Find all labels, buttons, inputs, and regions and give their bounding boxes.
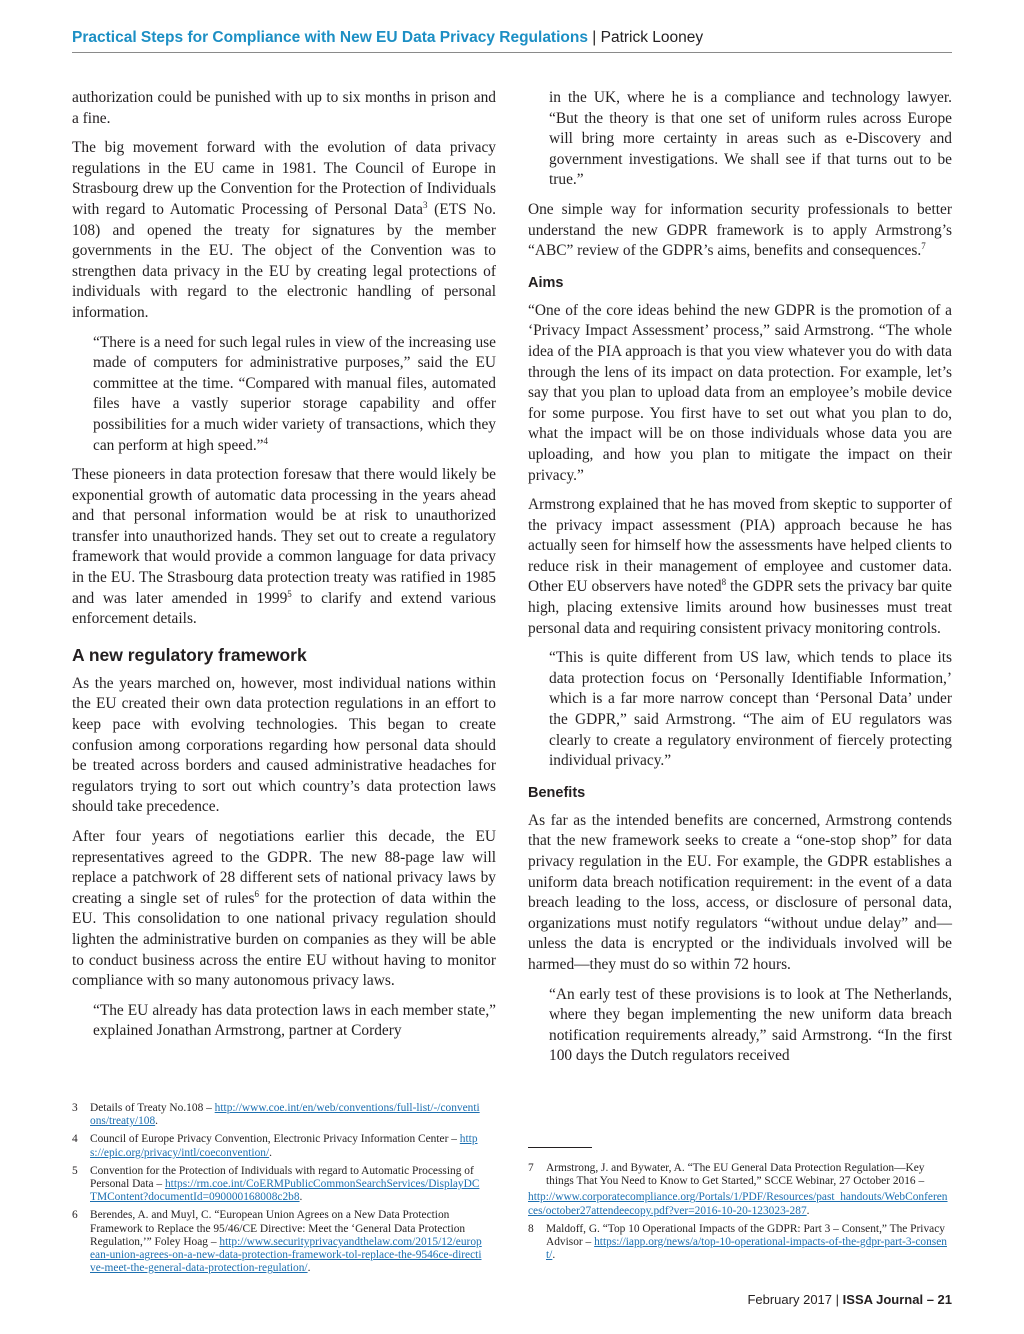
footnote: 4 Council of Europe Privacy Convention, Electronic Privacy Information Center – https://epic.org/privacy/intl/coeconvention/. xyxy=(72,1133,478,1159)
page-footer xyxy=(747,1292,952,1307)
footnote: 7 Armstrong, J. and Bywater, A. “The EU General Data Protection Regulation—Key things That You Need to Know to Get Started,” SCCE Webinar, 27 October 2016 – xyxy=(528,1162,925,1188)
paragraph: Armstrong explained that he has moved from skeptic to supporter of the privacy impact assessment (PIA) approach because he has actually seen for himself how the assessments have helped clients to reduce risk in their management of employee and customer data. Other EU observers have noted$^8$ the GDPR sets the privacy bar quite high, placing extensive limits around how businesses must treat personal data and requiring consistent privacy monitoring controls. xyxy=(528,496,952,637)
footnote-ref[interactable]: 3 xyxy=(423,199,428,210)
paragraph: “One of the core ideas behind the new GDPR is the promotion of a ‘Privacy Impact Assessment’ process,” said Armstrong. “The whole idea of the PIA approach is that you view whatever you do with data through the lens of its impact on data protection. For example, let’s say that you plan to upload data from an employee’s mobile device for some purpose. You first have to set out what you plan to do, what the impact will be on those individuals whose data you are uploading, and how you plan to mitigate the impact on their privacy.” xyxy=(528,301,952,484)
section-heading: A new regulatory framework xyxy=(72,644,307,665)
footnote-ref[interactable]: 5 xyxy=(287,588,292,599)
journal-page: ISSA Journal – 21 xyxy=(842,1292,952,1307)
issue-date: February 2017 xyxy=(747,1292,833,1307)
footnote-link[interactable]: http://www.securityprivacyandthelaw.com/2015/12/european-union-agrees-on-a-new-data-protection-framework-tol-replace-the-9546ce-directive-meet-the-general-data-protection-regulation/ xyxy=(90,1235,482,1275)
block-quote: “This is quite different from US law, which tends to place its data protection focus on ‘Personally Identifiable Information,’ which is a far more narrow concept than ‘Personal Data’ under the GDPR,” said Armstrong. “The aim of EU regulators was clearly to create a regulatory environment of fiercely protecting individual privacy.” xyxy=(549,649,952,770)
footnote-rule xyxy=(528,1147,592,1148)
footnote-ref[interactable]: 4 xyxy=(263,435,269,446)
footnote-link[interactable]: https://epic.org/privacy/intl/coeconvention/ xyxy=(90,1133,478,1159)
subsection-heading: Aims xyxy=(528,274,564,291)
footnote-ref[interactable]: 6 xyxy=(254,888,259,899)
block-quote: in the UK, where he is a compliance and technology lawyer. “But the theory is that one set of uniform rules across Europe will bring more certainty in areas such as e-Discovery and government investigations. We shall see if that turns out to be true.” xyxy=(549,89,952,189)
left-column xyxy=(72,88,496,1051)
paragraph: As the years marched on, however, most individual nations within the EU created their own data protection regulations in an effort to keep pace with evolving technologies. This began to create confusion among corporations regarding how personal data should be treated across borders and caused administrative headaches for regulators trying to sort out which country’s data protection laws should take precedence. xyxy=(72,674,496,816)
right-column xyxy=(528,88,952,1076)
footer-separator: | xyxy=(835,1292,840,1307)
block-quote: “The EU already has data protection laws in each member state,” explained Jonathan Armstrong, partner at Cordery xyxy=(93,1001,496,1040)
footnote-link[interactable]: http://www.corporatecompliance.org/Portals/1/PDF/Resources/past_handouts/WebConferences/october27attendeecopy.pdf?ver=2016-10-20-123023-287 xyxy=(528,1191,948,1217)
running-header xyxy=(72,28,952,48)
article-author: Patrick Looney xyxy=(600,29,704,46)
footnote-ref[interactable]: 7 xyxy=(921,241,926,252)
header-separator: | xyxy=(592,29,597,46)
paragraph: The big movement forward with the evolution of data privacy regulations in the EU came in 1981. The Council of Europe in Strasbourg drew up the Convention for the Protection of Individuals with regard to Automatic Processing of Personal Data$^3$ (ETS No. 108) and opened the treaty for signatures by the member governments in the EU. The object of the Convention was to strengthen data privacy in the EU by creating legal protections of individuals with regard to the electronic handling of personal information. xyxy=(72,139,496,321)
article-title: Practical Steps for Compliance with New EU Data Privacy Regulations xyxy=(72,29,588,46)
paragraph: After four years of negotiations earlier this decade, the EU representatives agreed to the GDPR. The new 88-page law will replace a patchwork of 28 different sets of national privacy laws by creating a single set of rules$^6$ for the protection of data within the EU. This consolidation to one national privacy regulation should lighten the administrative burden on companies as they will be able to conduct business across the entire EU without having to monitor compliance with so many autonomous privacy laws. xyxy=(72,828,496,990)
footnotes-left xyxy=(72,1102,482,1280)
footnote-link[interactable]: https://rm.coe.int/CoERMPublicCommonSearchServices/DisplayDCTMContent?documentId=090000168008c2b8 xyxy=(90,1178,480,1204)
header-rule xyxy=(72,52,952,53)
paragraph: These pioneers in data protection foresaw that there would likely be exponential growth of automatic data processing in the years ahead and that personal information would be at risk to unauthorized transfer into unauthorized hands. They set out to create a regulatory framework that would provide a common language for data privacy in the EU. The Strasbourg data protection treaty was ratified in 1985 and was later amended in 1999$^5$ to clarify and extend various enforcement details. xyxy=(72,466,496,628)
paragraph: One simple way for information security professionals to better understand the new GDPR framework is to apply Armstrong’s “ABC” review of the GDPR’s aims, benefits and consequences.$^7$ xyxy=(528,200,952,260)
footnote: 6 Berendes, A. and Muyl, C. “European Union Agrees on a New Data Protection Framework to Replace the 95/46/CE Directive: Meet the ‘General Data Protection Regulation,’” Foley Hoag – http://www.securityprivacyandthelaw.com/2015/12/european-union-agrees-on-a-new-data-protection-framework-tol-replace-the-9546ce-directive-meet-the-general-data-protection-regulation/. xyxy=(72,1209,482,1275)
paragraph: As far as the intended benefits are concerned, Armstrong contends that the new framework seeks to create a “one-stop shop” for data privacy regulation in the EU. For example, the GDPR establishes a uniform data breach notification requirement: in the event of a data breach leading to the loss, access, or disclosure of personal data, organizations must notify regulators “without undue delay” and—unless the data is encrypted or the individuals involved will be harmed—they must do so within 72 hours. xyxy=(528,811,952,973)
block-quote: “There is a need for such legal rules in view of the increasing use made of computers for administrative purposes,” said the EU committee at the time. “Compared with manual files, automated files have a vastly superior storage capability and offer possibilities for a much wider variety of transactions, which they can perform at high speed.”$^4$ xyxy=(93,333,496,454)
footnote: 5 Convention for the Protection of Individuals with regard to Automatic Processing of Personal Data – https://rm.coe.int/CoERMPublicCommonSearchServices/DisplayDCTMContent?documentId=090000168008c2b8. xyxy=(72,1164,480,1204)
block-quote: “An early test of these provisions is to look at The Netherlands, where they began implementing the new uniform data breach notification requirements already,” said Armstrong. “In the first 100 days the Dutch regulators received xyxy=(549,985,952,1065)
footnote-link[interactable]: https://iapp.org/news/a/top-10-operational-impacts-of-the-gdpr-part-3-consent/ xyxy=(546,1236,947,1262)
footnote-continuation: http://www.corporatecompliance.org/Portals/1/PDF/Resources/past_handouts/WebConferences/october27attendeecopy.pdf?ver=2016-10-20-123023-287. xyxy=(528,1191,948,1217)
footnote-link[interactable]: http://www.coe.int/en/web/conventions/full-list/-/conventions/treaty/108 xyxy=(90,1102,480,1128)
footnote: 3 Details of Treaty No.108 – http://www.coe.int/en/web/conventions/full-list/-/conventions/treaty/108. xyxy=(72,1102,480,1128)
footnotes-right xyxy=(528,1162,952,1267)
subsection-heading: Benefits xyxy=(528,784,586,801)
footnote-ref[interactable]: 8 xyxy=(721,577,727,588)
footnote: 8 Maldoff, G. “Top 10 Operational Impacts of the GDPR: Part 3 – Consent,” The Privacy Advisor – https://iapp.org/news/a/top-10-operational-impacts-of-the-gdpr-part-3-consent/. xyxy=(528,1222,947,1262)
paragraph: authorization could be punished with up to six months in prison and a fine. xyxy=(72,89,496,127)
